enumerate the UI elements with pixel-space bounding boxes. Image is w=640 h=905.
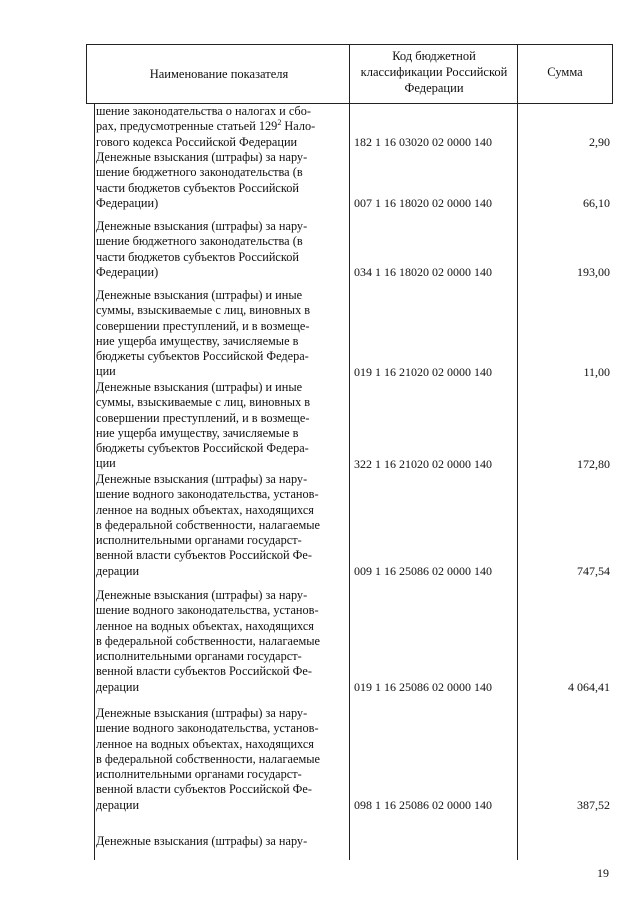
- name-line: шение бюджетного законодательства (в: [96, 165, 303, 180]
- name-line: венной власти субъектов Российской Фе-: [96, 664, 312, 679]
- name-line: ции: [96, 364, 116, 379]
- table-row-name: [96, 288, 348, 380]
- name-line: исполнительными органами государст-: [96, 649, 302, 664]
- page-number: 19: [597, 866, 609, 880]
- table-row-name: [96, 706, 348, 813]
- name-line: исполнительными органами государст-: [96, 533, 302, 548]
- table-row-code: 019 1 16 21020 02 0000 140: [354, 364, 492, 379]
- name-line: шение водного законодательства, установ-: [96, 603, 319, 618]
- name-line: бюджеты субъектов Российской Федера-: [96, 441, 309, 456]
- table-row-code: 034 1 16 18020 02 0000 140: [354, 264, 492, 279]
- table-right-border: [612, 44, 613, 104]
- name-line: шение законодательства о налогах и сбо-: [96, 104, 311, 118]
- name-line: ленное на водных объектах, находящихся: [96, 618, 314, 633]
- name-line: части бюджетов субъектов Российской: [96, 249, 299, 264]
- table-left-border-header: [86, 44, 87, 104]
- table-row-name: [96, 588, 348, 695]
- table-row-sum: 11,00: [583, 364, 610, 379]
- name-line: в федеральной собственности, налагаемые: [96, 517, 320, 532]
- header-code-column: Код бюджетной классификации Российской Федерации: [360, 49, 508, 95]
- name-line: Денежные взыскания (штрафы) за нару-: [96, 472, 308, 486]
- name-line: совершении преступлений, и в возмеще-: [96, 410, 310, 425]
- name-line: исполнительными органами государст-: [96, 767, 302, 782]
- name-line: Денежные взыскания (штрафы) и иные: [96, 288, 303, 302]
- table-row-code: 322 1 16 21020 02 0000 140: [354, 456, 492, 471]
- name-line: гового кодекса Российской Федерации: [96, 134, 298, 149]
- row-continued-code: 182 1 16 03020 02 0000 140: [354, 135, 492, 149]
- name-line: Денежные взыскания (штрафы) и иные: [96, 380, 303, 394]
- table-row-sum: 387,52: [577, 797, 610, 812]
- column-divider-1: [349, 44, 350, 860]
- last-row-name: [96, 834, 348, 849]
- name-line: Федерации): [96, 264, 159, 279]
- name-line: бюджеты субъектов Российской Федера-: [96, 349, 309, 364]
- name-line: ние ущерба имуществу, зачисляемые в: [96, 333, 299, 348]
- name-line: части бюджетов субъектов Российской: [96, 180, 299, 195]
- name-line: Федерации): [96, 195, 159, 210]
- row-continued-name: [96, 104, 348, 150]
- name-line: дерации: [96, 679, 140, 694]
- name-line: в федеральной собственности, налагаемые: [96, 633, 320, 648]
- name-line: дерации: [96, 797, 140, 812]
- table-row-code: 007 1 16 18020 02 0000 140: [354, 195, 492, 210]
- name-line: ленное на водных объектах, находящихся: [96, 502, 314, 517]
- name-line: венной власти субъектов Российской Фе-: [96, 548, 312, 563]
- name-line: в федеральной собственности, налагаемые: [96, 751, 320, 766]
- table-row-name: [96, 150, 348, 211]
- table-row-sum: 66,10: [583, 195, 610, 210]
- table-left-border: [94, 103, 95, 860]
- table-row-name: [96, 472, 348, 579]
- row-continued-sum: 2,90: [589, 135, 610, 149]
- table-row-sum: 4 064,41: [568, 679, 610, 694]
- table-row-sum: 172,80: [577, 456, 610, 471]
- name-line: Денежные взыскания (штрафы) за нару-: [96, 150, 308, 164]
- name-line: шение водного законодательства, установ-: [96, 487, 319, 502]
- name-line: венной власти субъектов Российской Фе-: [96, 782, 312, 797]
- name-line: ние ущерба имуществу, зачисляемые в: [96, 425, 299, 440]
- table-row-sum: 193,00: [577, 264, 610, 279]
- header-name-column: Наименование показателя: [149, 67, 289, 81]
- name-line: Денежные взыскания (штрафы) за нару-: [96, 706, 308, 720]
- name-line: Денежные взыскания (штрафы) за нару-: [96, 219, 308, 233]
- name-line: суммы, взыскиваемые с лиц, виновных в: [96, 395, 311, 410]
- name-line: суммы, взыскиваемые с лиц, виновных в: [96, 303, 311, 318]
- name-line: рах, предусмотренные статьей $129^2$ Нало-: [96, 118, 316, 134]
- table-row-code: 098 1 16 25086 02 0000 140: [354, 797, 492, 812]
- column-divider-2: [517, 44, 518, 860]
- table-row-sum: 747,54: [577, 563, 610, 578]
- table-row-name: [96, 219, 348, 280]
- name-line: ции: [96, 456, 116, 471]
- name-line: Денежные взыскания (штрафы) за нару-: [96, 588, 308, 602]
- header-sum-column: Сумма: [547, 65, 583, 79]
- name-line: ленное на водных объектах, находящихся: [96, 736, 314, 751]
- table-row-code: 019 1 16 25086 02 0000 140: [354, 679, 492, 694]
- table-row-code: 009 1 16 25086 02 0000 140: [354, 563, 492, 578]
- name-line: шение водного законодательства, установ-: [96, 721, 319, 736]
- name-line: совершении преступлений, и в возмеще-: [96, 318, 310, 333]
- table-row-name: [96, 380, 348, 472]
- name-line: Денежные взыскания (штрафы) за нару-: [96, 834, 308, 848]
- name-line: дерации: [96, 563, 140, 578]
- name-line: шение бюджетного законодательства (в: [96, 234, 303, 249]
